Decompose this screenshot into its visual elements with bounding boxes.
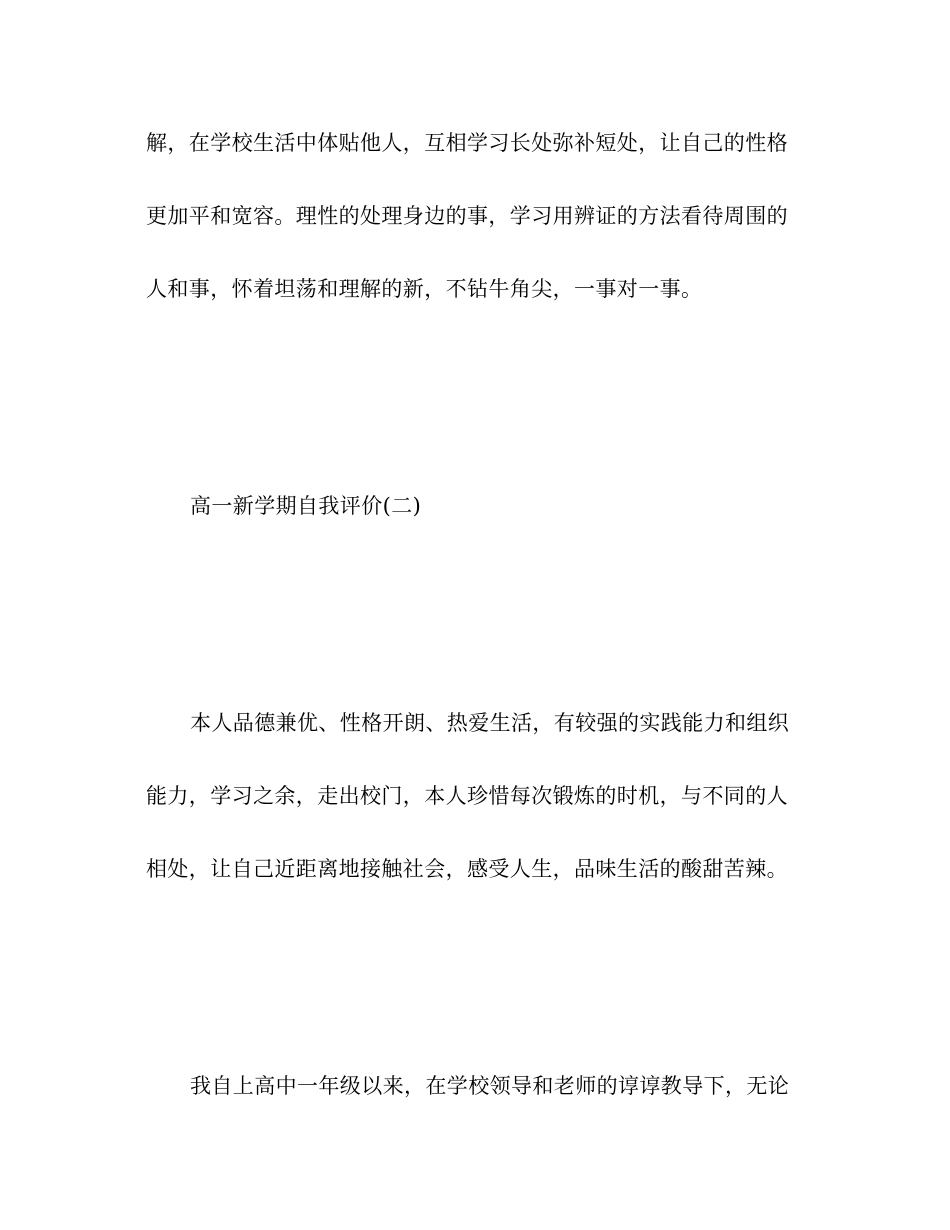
- paragraph-2-line-3: 相处，让自己近距离地接触社会，感受人生，品味生活的酸甜苦辣。: [146, 857, 788, 881]
- section-heading: 高一新学期自我评价(二): [190, 494, 422, 518]
- paragraph-2-line-1: 本人品德兼优、性格开朗、热爱生活，有较强的实践能力和组织: [190, 711, 790, 735]
- paragraph-1-line-3: 人和事，怀着坦荡和理解的新，不钻牛角尖，一事对一事。: [146, 277, 703, 301]
- paragraph-3-line-1: 我自上高中一年级以来，在学校领导和老师的谆谆教导下，无论: [190, 1074, 790, 1098]
- paragraph-1-line-1: 解，在学校生活中体贴他人，互相学习长处弥补短处，让自己的性格: [146, 131, 788, 155]
- paragraph-2-line-2: 能力，学习之余，走出校门，本人珍惜每次锻炼的时机，与不同的人: [146, 784, 788, 808]
- paragraph-1-line-2: 更加平和宽容。理性的处理身边的事，学习用辨证的方法看待周围的: [146, 204, 788, 228]
